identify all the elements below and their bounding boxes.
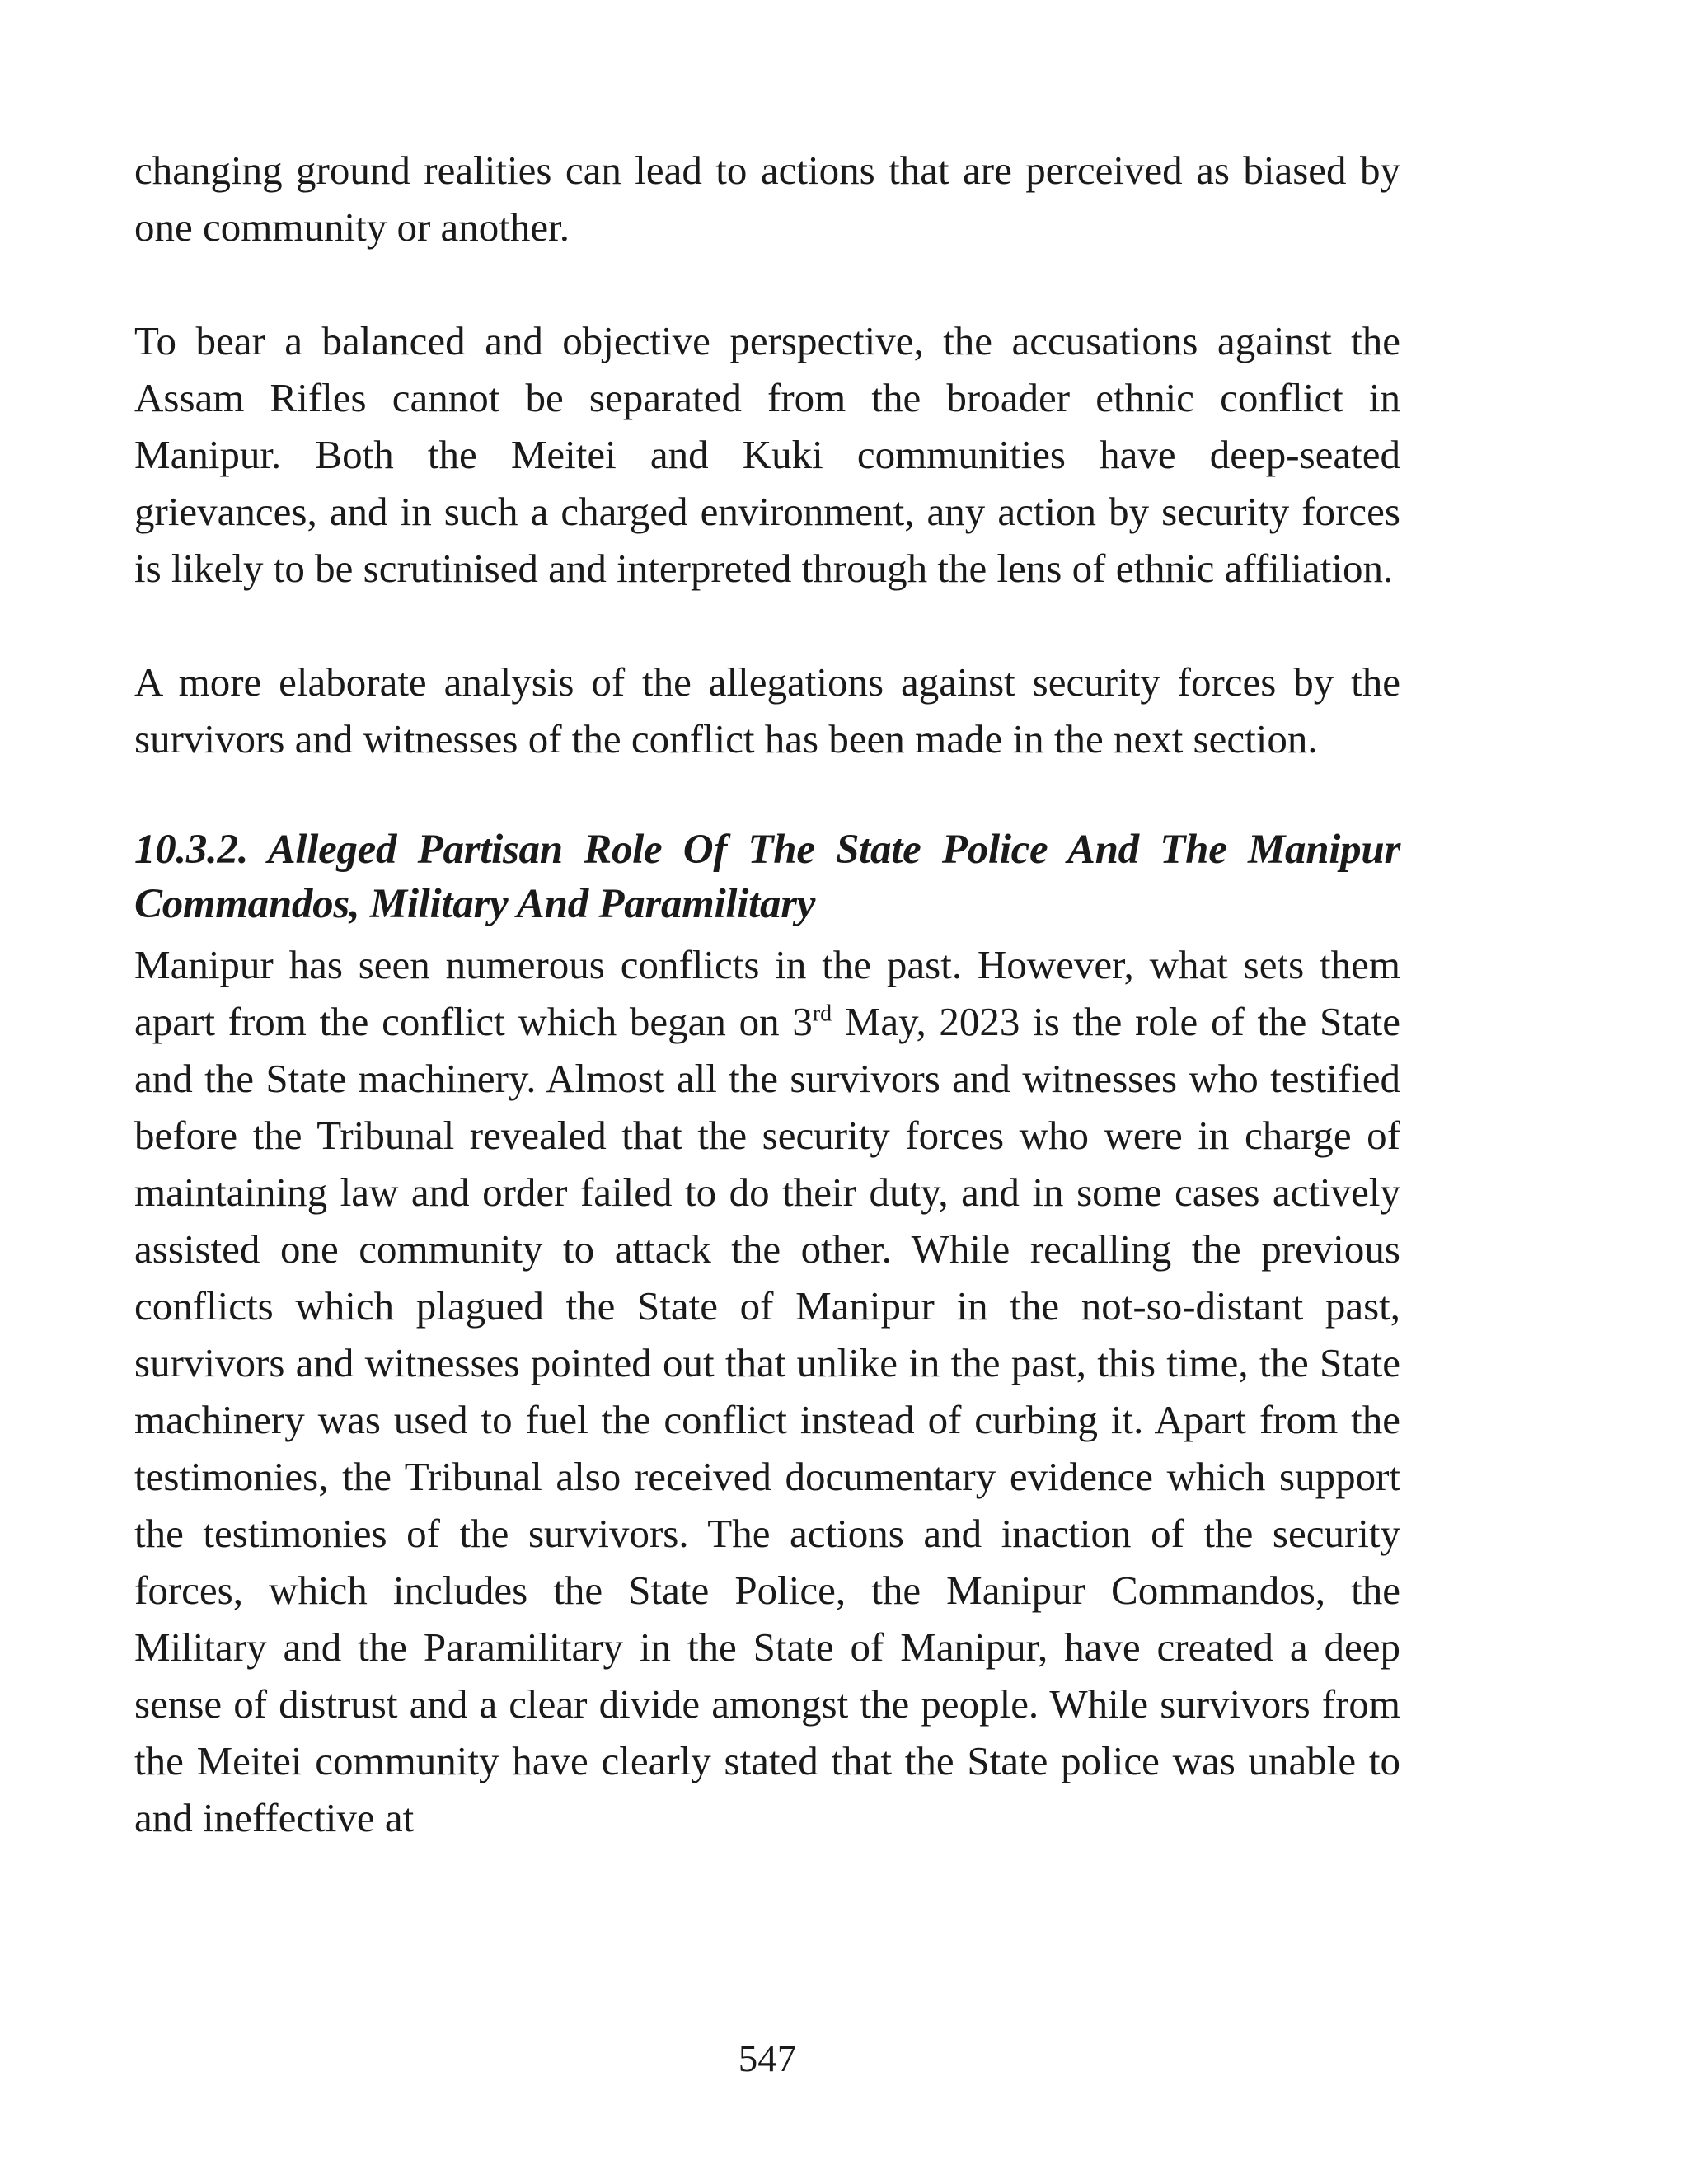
page-number: 547 (738, 2037, 797, 2080)
section-heading: 10.3.2. Alleged Partisan Role Of The State Police And The Manipur Commandos, Military And Paramilitary (134, 827, 1400, 927)
section-body-text-start: Manipur has seen numerous conflicts in the past. However, what sets them apart from the conflict which began on 3 (134, 942, 1400, 1044)
section-body-text-rest: May, 2023 is the role of the State and the State machinery. Almost all the survivors and witnesses who testified before the Tribunal revealed that the security forces who were in charge of maintaining law and order failed to do their duty, and in some cases actively assisted one community to attack the other. While recalling the previous conflicts which plagued the State of Manipur in the not-so-distant past, survivors and witnesses pointed out that unlike in the past, this time, the State machinery was used to fuel the conflict instead of curbing it. Apart from the testimonies, the Tribunal also received documentary evidence which support the testimonies of the survivors. The actions and inaction of the security forces, which includes the State Police, the Manipur Commandos, the Military and the Paramilitary in the State of Manipur, have created a deep sense of distrust and a clear divide amongst the people. While survivors from the Meitei community have clearly stated that the State police was unable to and ineffective at (134, 999, 1400, 1840)
ordinal-superscript: rd (812, 1001, 832, 1027)
paragraph-3: A more elaborate analysis of the allegations against security forces by the survivors and witnesses of the conflict has been made in the next section. (134, 659, 1400, 762)
paragraph-2: To bear a balanced and objective perspective, the accusations against the Assam Rifles cannot be separated from the broader ethnic conflict in Manipur. Both the Meitei and Kuki communities have deep-seated grievances, and in such a charged environment, any action by security forces is likely to be scrutinised and interpreted through the lens of ethnic affiliation. (134, 318, 1400, 591)
section-body-paragraph (134, 936, 1400, 1846)
page-body (134, 142, 1400, 1846)
paragraph-1: changing ground realities can lead to actions that are perceived as biased by one community or another. (134, 148, 1400, 250)
